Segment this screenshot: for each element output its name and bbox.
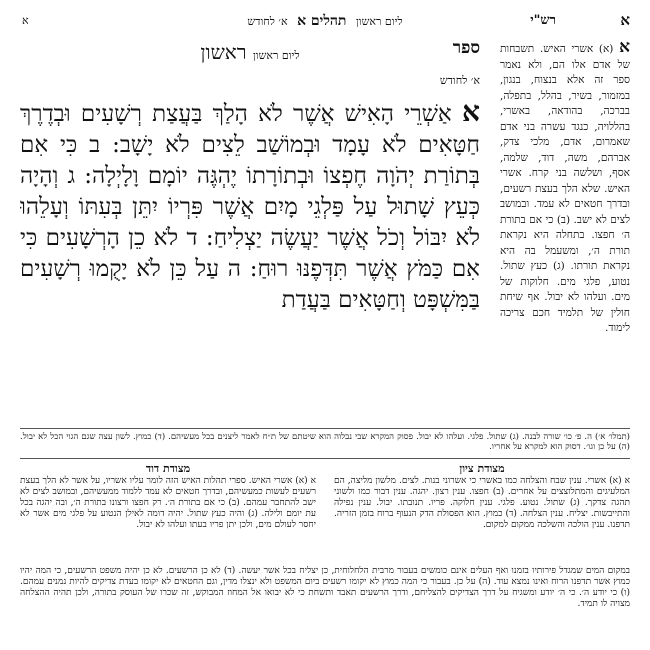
header-corner: א: [22, 14, 29, 27]
rashi-header: רש"י: [530, 13, 556, 28]
psalm-verses: אַשְׁרֵי הָאִישׁ אֲשֶׁר לֹא הָלַךְ בַּעֲצַת רְשָׁעִים וּבְדֶרֶךְ חַטָּאִים לֹא עָמָד וּבְמוֹשַׁב לֵצִים לֹא יָשָׁב: ב כִּי אִם בְּתוֹרַת יְהֹוָה חֶפְצוֹ וּבְתוֹרָתוֹ יֶהְגֶּה יוֹמָם וָלָיְלָה: ג וְהָיָה כְּעֵץ שָׁתוּל עַל פַּלְגֵי מָיִם אֲשֶׁר פִּרְיוֹ יִתֵּן בְּעִתּוֹ וְעָלֵהוּ לֹא יִבּוֹל וְכֹל אֲשֶׁר יַעֲשֶׂה יַצְלִיחַ: ד לֹא כֵן הָרְשָׁעִים כִּי אִם כַּמֹּץ אֲשֶׁר תִּדְּפֶנּוּ רוּחַ: ה עַל כֵּן לֹא יָקֻמוּ רְשָׁעִים בַּמִּשְׁפָּט וְחַטָּאִים בַּעֲדַת: [20, 101, 480, 313]
rashi-column: [500, 40, 630, 440]
book-name: [20, 40, 480, 65]
sefer-label: ספר: [452, 38, 480, 58]
metzudat-zion: [334, 462, 630, 562]
metzudat-zion-title: מצודת ציון: [459, 462, 505, 475]
metzudat-zion-text: א (א) אשרי. ענין שבח והצלחה כמו באשרי כי אשרוני בנות. לצים. מלשון מליצה, הם המלעיגים והמתלוצצים על אחרים. (ב) חפצו. ענין רצון. יהגה. ענין דבור כמו ולשוני תהגה צדקך. (ג) שתול. נטוע. פלגי. ענין חלוקה. פריו. תנובתו. יבול. ענין נפילה והתייבשות. יצליח. ענין הצלחה. (ד) כמוץ. הוא הפסולת הדק הנעוף ברוח בזמן הזריה. תדפנו. ענין הולכה והשלכה ממקום למקום.: [334, 476, 630, 530]
commentary-columns: [20, 462, 630, 562]
divider: [20, 458, 630, 459]
header-center: [0, 13, 650, 30]
book-day: ליום ראשון: [252, 49, 300, 62]
book-first: ראשון: [200, 40, 247, 64]
running-header: [0, 10, 650, 30]
header-month-day: א׳ לחודש: [247, 15, 288, 28]
metzudat-david-title: מצודת דוד: [145, 462, 191, 475]
month-day-label: א׳ לחודש: [439, 74, 480, 87]
book-title: [20, 36, 480, 72]
metzudat-david: [20, 462, 316, 562]
header-title: תהלים א: [297, 13, 347, 29]
divider: [20, 428, 630, 429]
chapter-letter: א: [620, 11, 630, 29]
footnotes: (תמלו׳ א׳) ה. פ׳ כו׳ שורה לבנה. (ג) שתול. פלגי. ועלהו לא יבול. פסוק המקרא שבי נבלוה הוא שיטתם של ת״ח לאמר ליצנים בכל מעשיהם. (ד) כמוץ. לשון עצה שגם הגוי הכל לא יבול. (ה) על כן וגו׳. דסוק הוא למקרא על אחריו.: [20, 432, 630, 452]
header-day: ליום ראשון: [355, 15, 403, 28]
psalm-main: [20, 36, 480, 412]
metzudat-david-text: א (א) אשרי האיש. ספרי תהלות האיש הזה לומר עליו אשריו, על אשר לא הלך בעצת רשעים לעשות כמעשיהם, ובדרך חטאים לא עמד ללמוד ממעשיהם, ובמושב לצים לא ישב להתחבר עמהם. (ב) כי אם בתורת ה׳. רק חפצו ורצונו בתורת ה׳, ובה יהגה בכל עת יומם ולילה. (ג) והיה כעץ שתול. יהיה דומה לאילן הנטוע על פלגי מים אשר לא יחסר לעולם מים, ולכן יתן פריו בעתו ועלהו לא יבול.: [20, 476, 316, 530]
rashi-text: (א) אשרי האיש. תשבחות של אדם אלו הם, ולא נאמר ספר זה אלא בנצוח, בנגון, במזמור, בשיר, בהלל, בתפלה, בברכה, בהודאה, באשרי, בהללויה, כנגד עשרה בני אדם שאמרום, אדם, מלכי צדק, אברהם, משה, דוד, שלמה, אסף, ושלשה בני קרח. אשרי האיש. שלא הלך בעצת רשעים, ובדרך חטאים לא עמד. ובמושב לצים לא ישב. (ב) כי אם בתורת ה׳ חפצו. בתחלה היא נקראת תורת ה׳, ומשעמל בה היא נקראת תורתו. (ג) כעץ שתול. נטוע, פלגי מים. חלוקות של מים. ועלהו לא יבול. אף שיחת חולין של תלמיד חכם צריכה לימוד.: [500, 43, 630, 334]
rashi-lead-letter: א: [619, 40, 630, 57]
psalm-opening-letter: א: [462, 96, 480, 128]
bottom-commentary: במקום המים שמגדל פירותיו בזמנו ואף העלים אינם כומשים בעבור מרבית הלחלוחית, כן יצליח בכל אשר יעשה. (ד) לא כן הרשעים. לא כן יהיה משפט הרשעים, כי המה יהיו כמוץ אשר תדפנו הרוח ואינו נמצא עוד. (ה) על כן. בעבור כי המה כמוץ לא יקומו רשעים ביום המשפט ולא ינצלו מדין, וגם החטאים לא יקומו בעדת צדיקים להיות נמנים עמהם. (ו) כי יודע ה׳. כי ה׳ יודע ומשגיח על דרך הצדיקים להצליחם, ודרך הרשעים תאבד ותשחת כי לא יבואו אל המחוז המבוקש, זה שכרו של העוסק בתורה, ולכן תהיה ההצלחה מצויה לו תמיד.: [20, 566, 630, 609]
psalm-text: [20, 96, 480, 412]
